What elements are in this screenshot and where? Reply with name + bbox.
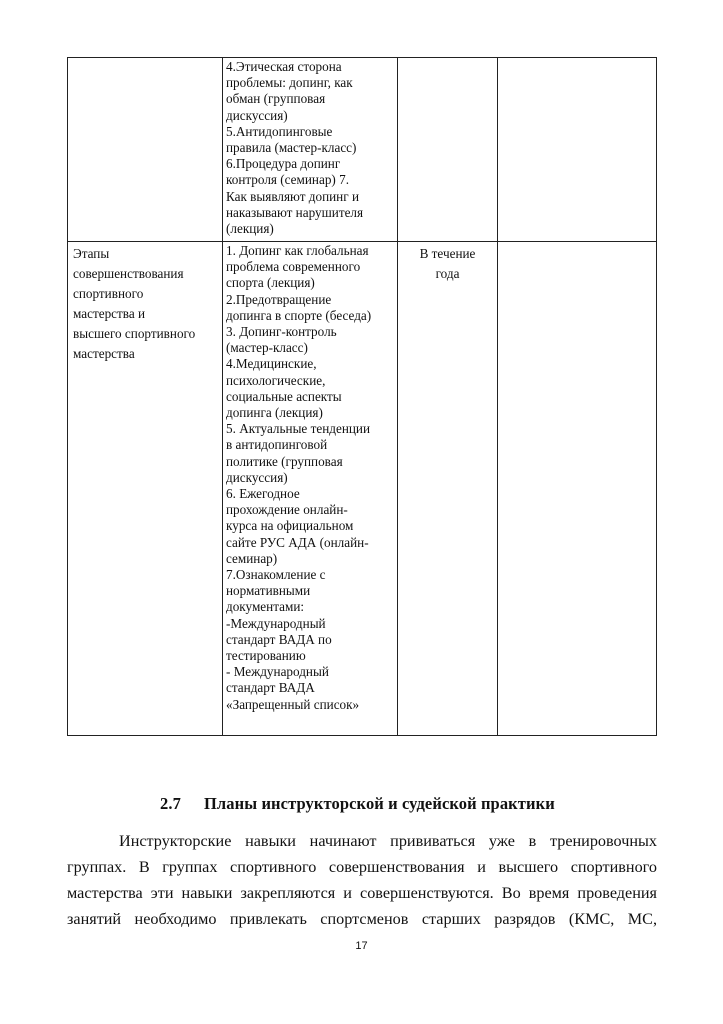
body-paragraph (67, 828, 657, 932)
timing-cell (398, 242, 498, 736)
cell-text-line: - Международный (226, 664, 329, 680)
plan-table (67, 57, 657, 736)
activity-cell (223, 58, 398, 242)
cell-text-line: мастерства и (73, 306, 146, 321)
cell-text-line: правила (мастер-класс) (226, 140, 357, 156)
paragraph-line: мастерства эти навыки закрепляются и совершенствуются. Во время проведения (67, 884, 657, 902)
cell-text-line: стандарт ВАДА (226, 680, 315, 696)
cell-text-line: 5.Антидопинговые (226, 123, 333, 139)
cell-text-line: В течение (419, 246, 476, 261)
section-heading (160, 794, 660, 814)
cell-text-line: 3. Допинг-контроль (226, 324, 337, 340)
stage-cell (68, 242, 223, 736)
cell-text-line: обман (групповая (226, 91, 326, 107)
cell-text-line: политике (групповая (226, 453, 343, 469)
responsible-cell (498, 242, 657, 736)
cell-text-line: высшего спортивного (73, 326, 196, 341)
cell-text-line: -Международный (226, 615, 326, 631)
cell-text-line: 5. Актуальные тенденции (226, 421, 371, 437)
cell-text-line: Как выявляют допинг и (226, 188, 360, 204)
table-row (68, 242, 657, 736)
cell-text-line: 4.Этическая сторона (226, 59, 342, 74)
activity-cell (223, 242, 398, 736)
cell-text-line: психологические, (226, 372, 326, 388)
paragraph-line: Инструкторские навыки начинают прививаться уже в тренировочных (119, 832, 657, 850)
cell-text-line: 6. Ежегодное (226, 486, 300, 502)
cell-text-line: дискуссия) (226, 107, 288, 123)
cell-text-line: прохождение онлайн- (226, 502, 348, 518)
cell-text-line: Этапы (73, 246, 110, 261)
section-number: 2.7 (160, 794, 181, 813)
table-row (68, 58, 657, 242)
paragraph-line: группах. В группах спортивного совершенствования и высшего спортивного (67, 858, 657, 876)
cell-text-line: (мастер-класс) (226, 340, 308, 356)
stage-cell (68, 58, 223, 242)
cell-text-line: наказывают нарушителя (226, 204, 364, 220)
section-title: Планы инструкторской и судейской практики (204, 794, 555, 813)
cell-text-line: спортивного (73, 286, 144, 301)
page-number: 17 (355, 940, 368, 952)
cell-text-line: допинга в спорте (беседа) (226, 307, 372, 323)
cell-text-line: контроля (семинар) 7. (226, 172, 350, 188)
cell-text-line: 7.Ознакомление с (226, 567, 326, 583)
cell-text-line: 4.Медицинские, (226, 356, 317, 372)
cell-text-line: в антидопинговой (226, 437, 328, 453)
responsible-cell (498, 58, 657, 242)
cell-text-line: стандарт ВАДА по (226, 631, 332, 647)
cell-text-line: 6.Процедура допинг (226, 156, 341, 172)
paragraph-line: занятий необходимо привлекать спортсменов старших разрядов (КМС, МС, (67, 910, 657, 928)
cell-text-line: (лекция) (226, 221, 274, 237)
cell-text-line: сайте РУС АДА (онлайн- (226, 534, 369, 550)
cell-text-line: документами: (226, 599, 305, 615)
cell-text-line: семинар) (226, 550, 278, 566)
cell-text-line: допинга (лекция) (226, 405, 323, 421)
timing-cell (398, 58, 498, 242)
cell-text-line: спорта (лекция) (226, 275, 315, 291)
cell-text-line: нормативными (226, 583, 311, 599)
cell-text-line: курса на официальном (226, 518, 354, 534)
cell-text-line: «Запрещенный список» (226, 696, 360, 712)
cell-text-line: проблема современного (226, 259, 361, 275)
cell-text-line: мастерства (73, 346, 135, 361)
cell-text-line: социальные аспекты (226, 388, 342, 404)
cell-text-line: 2.Предотвращение (226, 291, 332, 307)
cell-text-line: дискуссия) (226, 469, 288, 485)
cell-text-line: тестированию (226, 648, 306, 664)
cell-text-line: года (435, 266, 460, 281)
cell-text-line: проблемы: допинг, как (226, 75, 353, 91)
cell-text-line: 1. Допинг как глобальная (226, 243, 369, 258)
cell-text-line: совершенствования (73, 266, 184, 281)
